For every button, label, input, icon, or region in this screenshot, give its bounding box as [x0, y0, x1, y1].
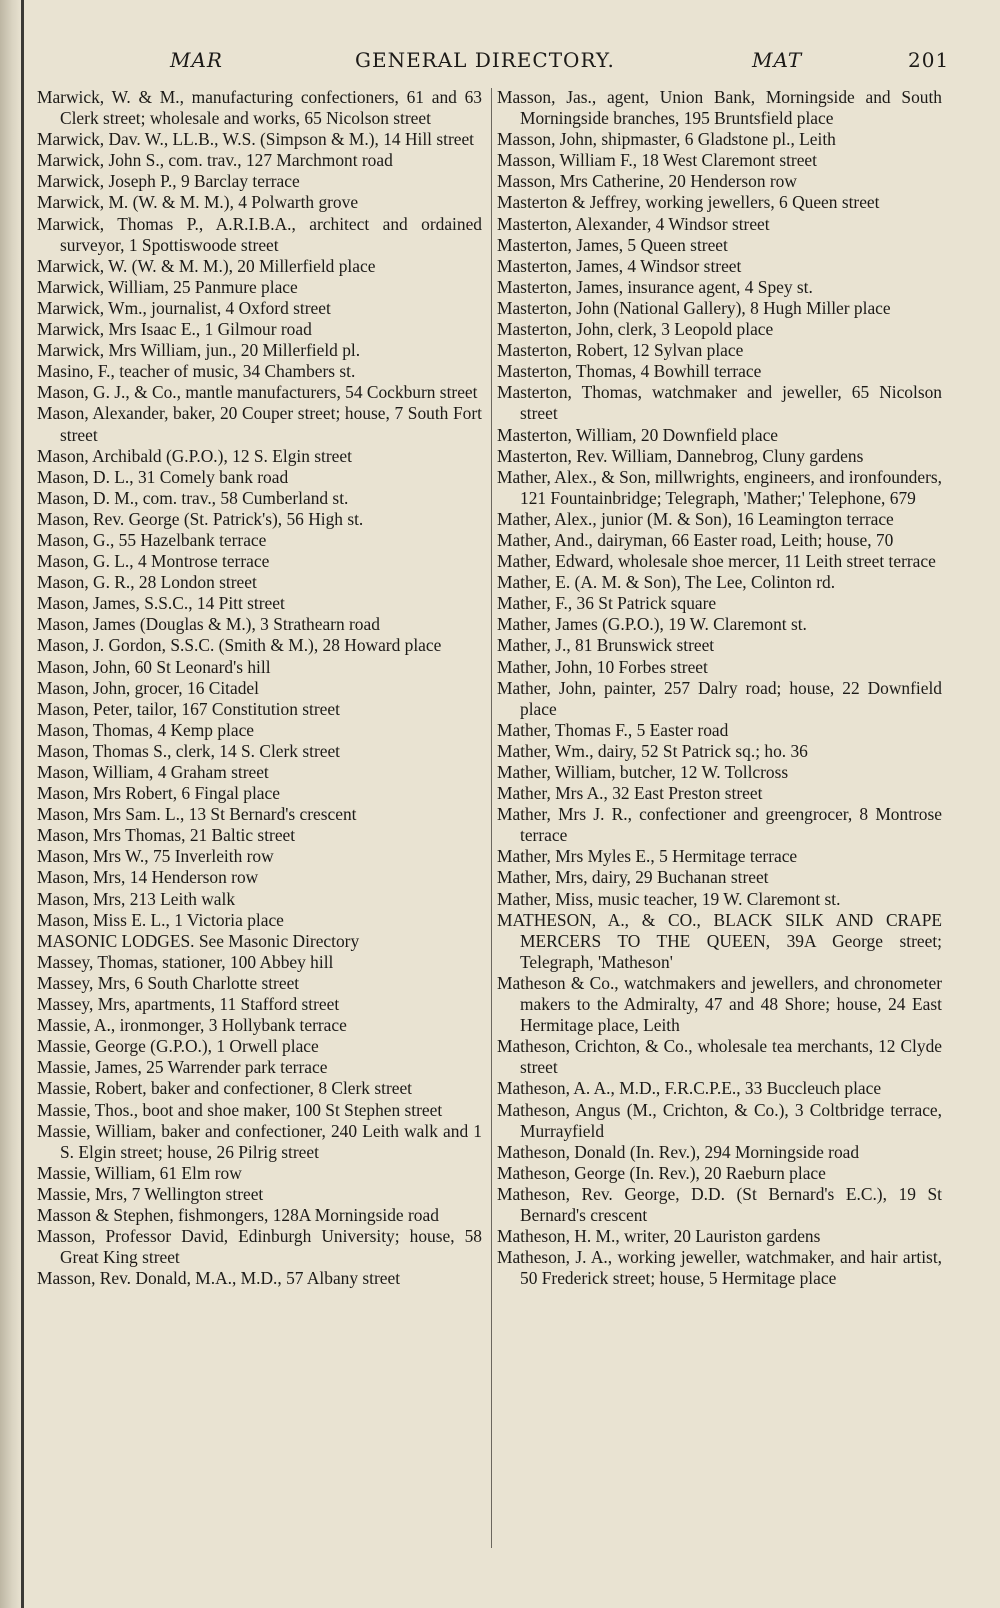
- page-number: 201: [908, 48, 950, 72]
- directory-entry: Matheson, Crichton, & Co., wholesale tea merchants, 12 Clyde street: [497, 1036, 942, 1078]
- directory-entry: Marwick, John S., com. trav., 127 Marchmont road: [37, 150, 393, 171]
- directory-entry: Masson, Rev. Donald, M.A., M.D., 57 Albany street: [37, 1268, 401, 1289]
- directory-entry: Masson, John, shipmaster, 6 Gladstone pl., Leith: [497, 129, 836, 150]
- directory-entry: Mason, William, 4 Graham street: [37, 762, 269, 782]
- header-left-guide: MAR: [170, 48, 223, 72]
- directory-entry: Masterton, Thomas, watchmaker and jeweller, 65 Nicolson street: [497, 382, 942, 424]
- binding-edge-line: [21, 0, 24, 1608]
- directory-entry: Masterton, James, 5 Queen street: [497, 234, 728, 255]
- directory-entry: Mather, Alex., junior (M. & Son), 16 Leamington terrace: [497, 508, 894, 529]
- directory-entry: Mather, And., dairyman, 66 Easter road, Leith; house, 70: [497, 529, 894, 550]
- directory-entry: Mather, E. (A. M. & Son), The Lee, Colinton rd.: [497, 572, 836, 593]
- directory-entry: Mason, G. J., & Co., mantle manufacturers, 54 Cockburn street: [37, 382, 478, 403]
- header-right-guide: MAT: [752, 48, 803, 72]
- directory-entry: Mather, Mrs J. R., confectioner and greengrocer, 8 Montrose terrace: [497, 804, 942, 846]
- directory-entry: Masson, Mrs Catherine, 20 Henderson row: [497, 171, 797, 192]
- directory-entry: Masterton, Robert, 12 Sylvan place: [497, 340, 744, 361]
- directory-entry: Massey, Mrs, 6 South Charlotte street: [37, 972, 300, 993]
- running-header: [40, 48, 960, 74]
- directory-entry: Mather, Mrs A., 32 East Preston street: [497, 783, 763, 804]
- directory-entry: Mather, Wm., dairy, 52 St Patrick sq.; ho. 36: [497, 740, 808, 761]
- directory-entry: Mason, Archibald (G.P.O.), 12 S. Elgin street: [37, 445, 352, 466]
- directory-entry: Masterton, James, insurance agent, 4 Spey st.: [497, 276, 813, 297]
- directory-entry: Marwick, William, 25 Panmure place: [37, 276, 298, 297]
- directory-entry: Mason, G. L., 4 Montrose terrace: [37, 551, 270, 572]
- directory-entry: Mason, Rev. George (St. Patrick's), 56 High st.: [37, 508, 364, 529]
- directory-entry: Marwick, M. (W. & M. M.), 4 Polwarth grove: [37, 192, 359, 213]
- directory-entry: Marwick, W. & M., manufacturing confectioners, 61 and 63 Clerk street; wholesale and works, 65 Nicolson street: [37, 87, 482, 129]
- directory-entry: Matheson & Co., watchmakers and jewellers, and chronometer makers to the Admiralty, 47 and 48 Shore; house, 24 East Hermitage place, Leith: [497, 972, 942, 1036]
- directory-entry: Mason, Mrs, 14 Henderson row: [37, 867, 259, 888]
- directory-entry: Mason, Mrs W., 75 Inverleith row: [37, 846, 274, 867]
- directory-entry: Marwick, Wm., journalist, 4 Oxford street: [37, 297, 331, 318]
- directory-entry: Mason, John, 60 St Leonard's hill: [37, 656, 271, 677]
- directory-entry: Massie, A., ironmonger, 3 Hollybank terrace: [37, 1015, 347, 1036]
- directory-entry: Masterton, James, 4 Windsor street: [497, 255, 742, 276]
- directory-entry: Mason, Mrs Robert, 6 Fingal place: [37, 783, 280, 804]
- directory-entry: Mason, J. Gordon, S.S.C. (Smith & M.), 28 Howard place: [37, 635, 442, 656]
- directory-entry: Mather, John, 10 Forbes street: [497, 656, 708, 677]
- directory-entry: Mason, Alexander, baker, 20 Couper street; house, 7 South Fort street: [37, 403, 482, 445]
- directory-entry: Mather, Miss, music teacher, 19 W. Claremont st.: [497, 888, 841, 909]
- directory-entry: Masterton, John, clerk, 3 Leopold place: [497, 319, 774, 340]
- directory-entry: Marwick, Mrs William, jun., 20 Millerfield pl.: [37, 340, 361, 361]
- directory-entry: Marwick, W. (W. & M. M.), 20 Millerfield place: [37, 255, 376, 276]
- directory-entry: Matheson, Angus (M., Crichton, & Co.), 3 Coltbridge terrace, Murrayfield: [497, 1099, 942, 1141]
- directory-entry: Mason, John, grocer, 16 Citadel: [37, 677, 259, 698]
- directory-entry: Masson, Jas., agent, Union Bank, Morningside and South Morningside branches, 195 Bruntsfield place: [497, 87, 942, 129]
- directory-entry: Matheson, J. A., working jeweller, watchmaker, and hair artist, 50 Frederick street; house, 5 Hermitage place: [497, 1247, 942, 1289]
- directory-entry: Masterton, Thomas, 4 Bowhill terrace: [497, 361, 762, 382]
- directory-entry: Massie, Mrs, 7 Wellington street: [37, 1183, 264, 1204]
- directory-entry: Masson, Professor David, Edinburgh University; house, 58 Great King street: [37, 1226, 482, 1268]
- directory-entry: Marwick, Mrs Isaac E., 1 Gilmour road: [37, 319, 312, 340]
- directory-entry: Mather, Mrs, dairy, 29 Buchanan street: [497, 867, 769, 888]
- directory-entry: Matheson, A. A., M.D., F.R.C.P.E., 33 Buccleuch place: [497, 1078, 882, 1099]
- directory-entry: Mason, D. L., 31 Comely bank road: [37, 466, 289, 487]
- directory-entry: Mather, James (G.P.O.), 19 W. Claremont st.: [497, 614, 807, 635]
- directory-entry: Masson & Stephen, fishmongers, 128A Morningside road: [37, 1204, 439, 1225]
- directory-entry: Matheson, Donald (In. Rev.), 294 Morningside road: [497, 1141, 860, 1162]
- directory-entry: Mason, Miss E. L., 1 Victoria place: [37, 909, 284, 930]
- directory-entry: Masterton, William, 20 Downfield place: [497, 424, 779, 445]
- left-column: [37, 87, 482, 1289]
- directory-entry: Mason, G. R., 28 London street: [37, 572, 257, 593]
- directory-entry: Massie, George (G.P.O.), 1 Orwell place: [37, 1036, 319, 1057]
- directory-entry: Mason, Mrs Sam. L., 13 St Bernard's crescent: [37, 804, 357, 825]
- directory-entry: Mather, John, painter, 257 Dalry road; house, 22 Downfield place: [497, 677, 942, 719]
- directory-entry: Matheson, H. M., writer, 20 Lauriston gardens: [497, 1226, 821, 1247]
- directory-entry: Mason, G., 55 Hazelbank terrace: [37, 529, 267, 550]
- directory-entry: Mather, J., 81 Brunswick street: [497, 635, 715, 656]
- directory-entry: Masson, William F., 18 West Claremont street: [497, 150, 817, 171]
- directory-entry: Marwick, Joseph P., 9 Barclay terrace: [37, 171, 300, 192]
- directory-entry: Marwick, Dav. W., LL.B., W.S. (Simpson & M.), 14 Hill street: [37, 129, 475, 150]
- right-column: [497, 87, 942, 1289]
- directory-entry: Mason, James, S.S.C., 14 Pitt street: [37, 593, 285, 614]
- directory-entry: Mather, F., 36 St Patrick square: [497, 593, 717, 614]
- directory-entry: Massey, Thomas, stationer, 100 Abbey hill: [37, 951, 334, 972]
- directory-entry: Mason, Thomas S., clerk, 14 S. Clerk street: [37, 740, 341, 761]
- directory-entry: Mason, Mrs Thomas, 21 Baltic street: [37, 825, 296, 846]
- directory-entry: MASONIC LODGES. See Masonic Directory: [37, 930, 360, 951]
- directory-entry: Massie, James, 25 Warrender park terrace: [37, 1057, 328, 1078]
- directory-entry: Mather, Alex., & Son, millwrights, engineers, and ironfounders, 121 Fountainbridge; Telegraph, 'Mather;' Telephone, 679: [497, 466, 942, 508]
- directory-entry: MATHESON, A., & CO., BLACK SILK AND CRAPE MERCERS TO THE QUEEN, 39A George street; Telegraph, 'Matheson': [497, 909, 942, 972]
- column-divider: [491, 88, 492, 1548]
- directory-entry: Massie, William, 61 Elm row: [37, 1162, 242, 1183]
- directory-entry: Massie, Robert, baker and confectioner, 8 Clerk street: [37, 1078, 413, 1099]
- directory-entry: Mason, D. M., com. trav., 58 Cumberland st.: [37, 487, 349, 508]
- directory-entry: Masterton, Rev. William, Dannebrog, Cluny gardens: [497, 445, 864, 466]
- directory-entry: Mason, Mrs, 213 Leith walk: [37, 888, 236, 909]
- directory-entry: Masterton, Alexander, 4 Windsor street: [497, 213, 770, 234]
- directory-entry: Matheson, Rev. George, D.D. (St Bernard's E.C.), 19 St Bernard's crescent: [497, 1183, 942, 1225]
- directory-entry: Masterton & Jeffrey, working jewellers, 6 Queen street: [497, 192, 880, 213]
- directory-entry: Mason, James (Douglas & M.), 3 Strathearn road: [37, 614, 380, 635]
- directory-entry: Mason, Thomas, 4 Kemp place: [37, 719, 255, 740]
- directory-entry: Mason, Peter, tailor, 167 Constitution street: [37, 698, 340, 719]
- directory-entry: Massie, Thos., boot and shoe maker, 100 St Stephen street: [37, 1099, 443, 1120]
- directory-entry: Mather, Mrs Myles E., 5 Hermitage terrace: [497, 846, 798, 867]
- directory-entry: Matheson, George (In. Rev.), 20 Raeburn place: [497, 1162, 826, 1183]
- directory-entry: Mather, Edward, wholesale shoe mercer, 11 Leith street terrace: [497, 551, 936, 572]
- directory-entry: Masterton, John (National Gallery), 8 Hugh Miller place: [497, 297, 891, 318]
- directory-entry: Marwick, Thomas P., A.R.I.B.A., architect and ordained surveyor, 1 Spottiswoode street: [37, 213, 482, 255]
- directory-entry: Massie, William, baker and confectioner, 240 Leith walk and 1 S. Elgin street; house, 26 Pilrig street: [37, 1120, 482, 1162]
- directory-entry: Massey, Mrs, apartments, 11 Stafford street: [37, 994, 340, 1015]
- directory-entry: Mather, William, butcher, 12 W. Tollcross: [497, 762, 789, 782]
- directory-entry: Mather, Thomas F., 5 Easter road: [497, 719, 729, 740]
- header-title: GENERAL DIRECTORY.: [355, 48, 615, 72]
- directory-entry: Masino, F., teacher of music, 34 Chambers st.: [37, 361, 356, 382]
- page-binding-shadow: [0, 0, 22, 1608]
